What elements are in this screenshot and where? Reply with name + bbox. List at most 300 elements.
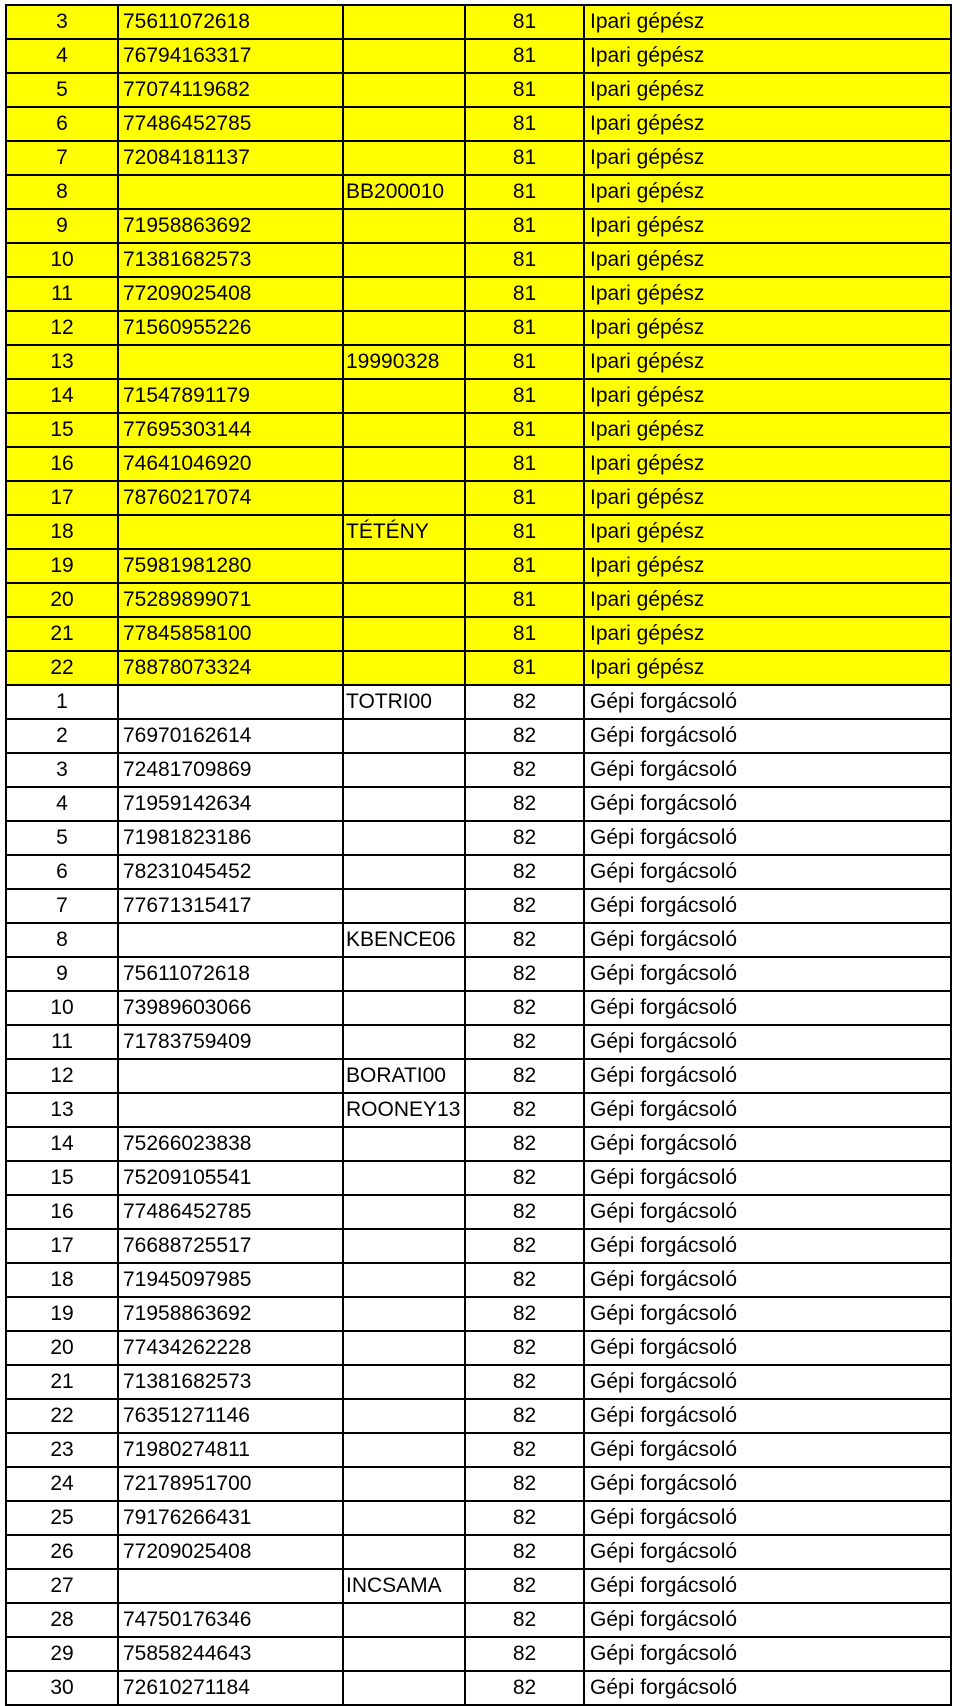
row-number-cell: 18 <box>6 1263 118 1297</box>
code-cell <box>343 821 465 855</box>
group-code-cell: 82 <box>465 1331 584 1365</box>
code-cell <box>343 141 465 175</box>
row-number-cell: 20 <box>6 583 118 617</box>
table-row <box>6 1331 951 1365</box>
profession-cell: Ipari gépész <box>584 141 951 175</box>
row-number-cell: 5 <box>6 821 118 855</box>
table-row <box>6 855 951 889</box>
group-code-cell: 82 <box>465 889 584 923</box>
student-id-cell: 72610271184 <box>118 1671 343 1705</box>
table-row <box>6 685 951 719</box>
profession-cell: Ipari gépész <box>584 175 951 209</box>
group-code-cell: 82 <box>465 1637 584 1671</box>
code-cell <box>343 889 465 923</box>
code-cell <box>343 209 465 243</box>
profession-cell: Gépi forgácsoló <box>584 1467 951 1501</box>
code-cell <box>343 1501 465 1535</box>
profession-cell: Gépi forgácsoló <box>584 1229 951 1263</box>
code-cell <box>343 1195 465 1229</box>
table-row <box>6 209 951 243</box>
profession-cell: Gépi forgácsoló <box>584 787 951 821</box>
row-number-cell: 10 <box>6 243 118 277</box>
profession-cell: Gépi forgácsoló <box>584 1433 951 1467</box>
group-code-cell: 81 <box>465 651 584 685</box>
group-code-cell: 82 <box>465 1501 584 1535</box>
table-row <box>6 617 951 651</box>
row-number-cell: 11 <box>6 1025 118 1059</box>
code-cell <box>343 481 465 515</box>
profession-cell: Gépi forgácsoló <box>584 1127 951 1161</box>
profession-cell: Ipari gépész <box>584 549 951 583</box>
table-row <box>6 991 951 1025</box>
row-number-cell: 13 <box>6 345 118 379</box>
profession-cell: Gépi forgácsoló <box>584 1671 951 1705</box>
table-row <box>6 719 951 753</box>
code-cell: TÉTÉNY <box>343 515 465 549</box>
student-id-cell: 75611072618 <box>118 957 343 991</box>
code-cell <box>343 1127 465 1161</box>
row-number-cell: 28 <box>6 1603 118 1637</box>
profession-cell: Gépi forgácsoló <box>584 685 951 719</box>
student-id-cell <box>118 515 343 549</box>
group-code-cell: 81 <box>465 583 584 617</box>
code-cell <box>343 1025 465 1059</box>
profession-cell: Gépi forgácsoló <box>584 1365 951 1399</box>
code-cell <box>343 1297 465 1331</box>
table-row <box>6 277 951 311</box>
table-row <box>6 515 951 549</box>
profession-cell: Gépi forgácsoló <box>584 1535 951 1569</box>
group-code-cell: 81 <box>465 73 584 107</box>
student-id-cell <box>118 175 343 209</box>
table-row <box>6 1399 951 1433</box>
table-row <box>6 1195 951 1229</box>
results-table <box>5 4 952 1706</box>
table-row <box>6 175 951 209</box>
table-row <box>6 651 951 685</box>
group-code-cell: 82 <box>465 753 584 787</box>
group-code-cell: 81 <box>465 447 584 481</box>
profession-cell: Gépi forgácsoló <box>584 1603 951 1637</box>
group-code-cell: 82 <box>465 787 584 821</box>
student-id-cell: 71959142634 <box>118 787 343 821</box>
code-cell: INCSAMA <box>343 1569 465 1603</box>
code-cell <box>343 107 465 141</box>
table-row <box>6 39 951 73</box>
group-code-cell: 82 <box>465 1569 584 1603</box>
group-code-cell: 81 <box>465 39 584 73</box>
code-cell <box>343 1671 465 1705</box>
code-cell <box>343 379 465 413</box>
group-code-cell: 82 <box>465 1671 584 1705</box>
code-cell <box>343 1467 465 1501</box>
group-code-cell: 82 <box>465 1093 584 1127</box>
table-row <box>6 379 951 413</box>
row-number-cell: 23 <box>6 1433 118 1467</box>
code-cell <box>343 1365 465 1399</box>
code-cell <box>343 855 465 889</box>
profession-cell: Gépi forgácsoló <box>584 719 951 753</box>
student-id-cell: 75611072618 <box>118 5 343 39</box>
student-id-cell: 71958863692 <box>118 1297 343 1331</box>
code-cell <box>343 1399 465 1433</box>
table-row <box>6 1671 951 1705</box>
table-row <box>6 1297 951 1331</box>
code-cell <box>343 447 465 481</box>
table-row <box>6 821 951 855</box>
profession-cell: Ipari gépész <box>584 617 951 651</box>
student-id-cell: 75981981280 <box>118 549 343 583</box>
student-id-cell: 74641046920 <box>118 447 343 481</box>
profession-cell: Gépi forgácsoló <box>584 957 951 991</box>
group-code-cell: 81 <box>465 413 584 447</box>
table-row <box>6 1637 951 1671</box>
group-code-cell: 81 <box>465 311 584 345</box>
row-number-cell: 27 <box>6 1569 118 1603</box>
profession-cell: Gépi forgácsoló <box>584 1331 951 1365</box>
code-cell <box>343 1263 465 1297</box>
row-number-cell: 20 <box>6 1331 118 1365</box>
profession-cell: Ipari gépész <box>584 583 951 617</box>
row-number-cell: 29 <box>6 1637 118 1671</box>
table-row <box>6 141 951 175</box>
table-row <box>6 583 951 617</box>
table-row <box>6 1025 951 1059</box>
student-id-cell <box>118 923 343 957</box>
table-row <box>6 1467 951 1501</box>
code-cell: 19990328 <box>343 345 465 379</box>
table-row <box>6 923 951 957</box>
group-code-cell: 82 <box>465 855 584 889</box>
student-id-cell: 71381682573 <box>118 1365 343 1399</box>
group-code-cell: 82 <box>465 1297 584 1331</box>
group-code-cell: 82 <box>465 719 584 753</box>
row-number-cell: 13 <box>6 1093 118 1127</box>
code-cell: BB200010 <box>343 175 465 209</box>
student-id-cell: 72084181137 <box>118 141 343 175</box>
profession-cell: Ipari gépész <box>584 345 951 379</box>
profession-cell: Ipari gépész <box>584 413 951 447</box>
profession-cell: Gépi forgácsoló <box>584 1501 951 1535</box>
code-cell <box>343 1161 465 1195</box>
row-number-cell: 2 <box>6 719 118 753</box>
row-number-cell: 15 <box>6 413 118 447</box>
row-number-cell: 6 <box>6 107 118 141</box>
code-cell <box>343 583 465 617</box>
table-row <box>6 73 951 107</box>
code-cell <box>343 39 465 73</box>
code-cell <box>343 1535 465 1569</box>
group-code-cell: 82 <box>465 1433 584 1467</box>
results-table-body <box>6 5 951 1705</box>
profession-cell: Ipari gépész <box>584 107 951 141</box>
row-number-cell: 18 <box>6 515 118 549</box>
table-row <box>6 1535 951 1569</box>
code-cell <box>343 1637 465 1671</box>
group-code-cell: 81 <box>465 617 584 651</box>
row-number-cell: 14 <box>6 1127 118 1161</box>
student-id-cell: 71958863692 <box>118 209 343 243</box>
table-row <box>6 889 951 923</box>
table-row <box>6 311 951 345</box>
code-cell <box>343 277 465 311</box>
group-code-cell: 82 <box>465 1161 584 1195</box>
table-row <box>6 5 951 39</box>
student-id-cell: 76970162614 <box>118 719 343 753</box>
student-id-cell: 76794163317 <box>118 39 343 73</box>
group-code-cell: 82 <box>465 1535 584 1569</box>
group-code-cell: 82 <box>465 1229 584 1263</box>
group-code-cell: 81 <box>465 141 584 175</box>
table-row <box>6 413 951 447</box>
student-id-cell: 77074119682 <box>118 73 343 107</box>
row-number-cell: 16 <box>6 447 118 481</box>
row-number-cell: 8 <box>6 923 118 957</box>
profession-cell: Gépi forgácsoló <box>584 1059 951 1093</box>
code-cell <box>343 73 465 107</box>
student-id-cell: 76351271146 <box>118 1399 343 1433</box>
code-cell <box>343 5 465 39</box>
profession-cell: Ipari gépész <box>584 277 951 311</box>
table-row <box>6 1501 951 1535</box>
row-number-cell: 17 <box>6 481 118 515</box>
row-number-cell: 3 <box>6 753 118 787</box>
profession-cell: Ipari gépész <box>584 447 951 481</box>
row-number-cell: 26 <box>6 1535 118 1569</box>
code-cell <box>343 753 465 787</box>
code-cell <box>343 1229 465 1263</box>
table-row <box>6 957 951 991</box>
student-id-cell: 78231045452 <box>118 855 343 889</box>
profession-cell: Gépi forgácsoló <box>584 991 951 1025</box>
code-cell <box>343 991 465 1025</box>
table-row <box>6 1127 951 1161</box>
profession-cell: Gépi forgácsoló <box>584 1399 951 1433</box>
student-id-cell: 75266023838 <box>118 1127 343 1161</box>
group-code-cell: 81 <box>465 175 584 209</box>
table-row <box>6 1365 951 1399</box>
code-cell: BORATI00 <box>343 1059 465 1093</box>
row-number-cell: 22 <box>6 651 118 685</box>
student-id-cell: 77486452785 <box>118 1195 343 1229</box>
code-cell: KBENCE06 <box>343 923 465 957</box>
student-id-cell: 71560955226 <box>118 311 343 345</box>
student-id-cell <box>118 685 343 719</box>
code-cell <box>343 413 465 447</box>
profession-cell: Gépi forgácsoló <box>584 923 951 957</box>
row-number-cell: 30 <box>6 1671 118 1705</box>
row-number-cell: 22 <box>6 1399 118 1433</box>
student-id-cell: 78878073324 <box>118 651 343 685</box>
row-number-cell: 1 <box>6 685 118 719</box>
profession-cell: Ipari gépész <box>584 481 951 515</box>
profession-cell: Ipari gépész <box>584 39 951 73</box>
profession-cell: Ipari gépész <box>584 311 951 345</box>
student-id-cell <box>118 345 343 379</box>
student-id-cell: 71945097985 <box>118 1263 343 1297</box>
row-number-cell: 4 <box>6 39 118 73</box>
row-number-cell: 9 <box>6 209 118 243</box>
table-row <box>6 549 951 583</box>
code-cell <box>343 617 465 651</box>
profession-cell: Ipari gépész <box>584 379 951 413</box>
profession-cell: Ipari gépész <box>584 73 951 107</box>
student-id-cell: 71783759409 <box>118 1025 343 1059</box>
row-number-cell: 21 <box>6 617 118 651</box>
student-id-cell: 75289899071 <box>118 583 343 617</box>
table-row <box>6 1263 951 1297</box>
profession-cell: Gépi forgácsoló <box>584 753 951 787</box>
row-number-cell: 7 <box>6 141 118 175</box>
row-number-cell: 8 <box>6 175 118 209</box>
student-id-cell: 74750176346 <box>118 1603 343 1637</box>
group-code-cell: 82 <box>465 1195 584 1229</box>
student-id-cell <box>118 1093 343 1127</box>
row-number-cell: 12 <box>6 1059 118 1093</box>
row-number-cell: 9 <box>6 957 118 991</box>
profession-cell: Ipari gépész <box>584 209 951 243</box>
group-code-cell: 81 <box>465 345 584 379</box>
student-id-cell: 75209105541 <box>118 1161 343 1195</box>
table-row <box>6 1433 951 1467</box>
student-id-cell: 73989603066 <box>118 991 343 1025</box>
row-number-cell: 19 <box>6 1297 118 1331</box>
code-cell <box>343 243 465 277</box>
group-code-cell: 82 <box>465 821 584 855</box>
code-cell <box>343 787 465 821</box>
code-cell <box>343 957 465 991</box>
group-code-cell: 82 <box>465 685 584 719</box>
student-id-cell: 72481709869 <box>118 753 343 787</box>
row-number-cell: 4 <box>6 787 118 821</box>
profession-cell: Gépi forgácsoló <box>584 1569 951 1603</box>
code-cell <box>343 549 465 583</box>
student-id-cell: 77486452785 <box>118 107 343 141</box>
table-row <box>6 1161 951 1195</box>
profession-cell: Gépi forgácsoló <box>584 1161 951 1195</box>
code-cell: TOTRI00 <box>343 685 465 719</box>
row-number-cell: 6 <box>6 855 118 889</box>
table-row <box>6 787 951 821</box>
code-cell <box>343 311 465 345</box>
table-row <box>6 345 951 379</box>
profession-cell: Ipari gépész <box>584 651 951 685</box>
group-code-cell: 82 <box>465 1467 584 1501</box>
group-code-cell: 81 <box>465 277 584 311</box>
profession-cell: Gépi forgácsoló <box>584 1637 951 1671</box>
row-number-cell: 16 <box>6 1195 118 1229</box>
student-id-cell: 78760217074 <box>118 481 343 515</box>
code-cell <box>343 651 465 685</box>
profession-cell: Gépi forgácsoló <box>584 1093 951 1127</box>
student-id-cell <box>118 1059 343 1093</box>
table-row <box>6 1229 951 1263</box>
row-number-cell: 21 <box>6 1365 118 1399</box>
table-row <box>6 107 951 141</box>
student-id-cell: 72178951700 <box>118 1467 343 1501</box>
student-id-cell: 71547891179 <box>118 379 343 413</box>
row-number-cell: 11 <box>6 277 118 311</box>
row-number-cell: 19 <box>6 549 118 583</box>
profession-cell: Gépi forgácsoló <box>584 889 951 923</box>
group-code-cell: 81 <box>465 209 584 243</box>
profession-cell: Gépi forgácsoló <box>584 1297 951 1331</box>
group-code-cell: 81 <box>465 481 584 515</box>
table-row <box>6 1569 951 1603</box>
group-code-cell: 81 <box>465 379 584 413</box>
group-code-cell: 82 <box>465 991 584 1025</box>
group-code-cell: 82 <box>465 957 584 991</box>
student-id-cell: 79176266431 <box>118 1501 343 1535</box>
group-code-cell: 81 <box>465 549 584 583</box>
group-code-cell: 82 <box>465 1025 584 1059</box>
profession-cell: Ipari gépész <box>584 5 951 39</box>
group-code-cell: 82 <box>465 1399 584 1433</box>
student-id-cell: 71980274811 <box>118 1433 343 1467</box>
row-number-cell: 7 <box>6 889 118 923</box>
group-code-cell: 82 <box>465 1263 584 1297</box>
code-cell <box>343 719 465 753</box>
student-id-cell <box>118 1569 343 1603</box>
profession-cell: Ipari gépész <box>584 515 951 549</box>
row-number-cell: 12 <box>6 311 118 345</box>
profession-cell: Gépi forgácsoló <box>584 855 951 889</box>
student-id-cell: 77434262228 <box>118 1331 343 1365</box>
student-id-cell: 77209025408 <box>118 277 343 311</box>
row-number-cell: 25 <box>6 1501 118 1535</box>
row-number-cell: 17 <box>6 1229 118 1263</box>
profession-cell: Gépi forgácsoló <box>584 1195 951 1229</box>
student-id-cell: 75858244643 <box>118 1637 343 1671</box>
table-row <box>6 243 951 277</box>
table-row <box>6 1059 951 1093</box>
code-cell <box>343 1603 465 1637</box>
row-number-cell: 15 <box>6 1161 118 1195</box>
row-number-cell: 5 <box>6 73 118 107</box>
group-code-cell: 81 <box>465 107 584 141</box>
code-cell <box>343 1433 465 1467</box>
group-code-cell: 82 <box>465 1059 584 1093</box>
student-id-cell: 77209025408 <box>118 1535 343 1569</box>
group-code-cell: 81 <box>465 243 584 277</box>
table-row <box>6 481 951 515</box>
row-number-cell: 24 <box>6 1467 118 1501</box>
profession-cell: Gépi forgácsoló <box>584 821 951 855</box>
table-row <box>6 447 951 481</box>
table-row <box>6 1093 951 1127</box>
student-id-cell: 71381682573 <box>118 243 343 277</box>
row-number-cell: 14 <box>6 379 118 413</box>
group-code-cell: 81 <box>465 515 584 549</box>
table-row <box>6 1603 951 1637</box>
row-number-cell: 10 <box>6 991 118 1025</box>
student-id-cell: 77695303144 <box>118 413 343 447</box>
student-id-cell: 77671315417 <box>118 889 343 923</box>
student-id-cell: 77845858100 <box>118 617 343 651</box>
table-row <box>6 753 951 787</box>
profession-cell: Ipari gépész <box>584 243 951 277</box>
group-code-cell: 81 <box>465 5 584 39</box>
student-id-cell: 71981823186 <box>118 821 343 855</box>
student-id-cell: 76688725517 <box>118 1229 343 1263</box>
group-code-cell: 82 <box>465 1603 584 1637</box>
profession-cell: Gépi forgácsoló <box>584 1263 951 1297</box>
profession-cell: Gépi forgácsoló <box>584 1025 951 1059</box>
row-number-cell: 3 <box>6 5 118 39</box>
code-cell: ROONEY13 <box>343 1093 465 1127</box>
group-code-cell: 82 <box>465 1365 584 1399</box>
code-cell <box>343 1331 465 1365</box>
